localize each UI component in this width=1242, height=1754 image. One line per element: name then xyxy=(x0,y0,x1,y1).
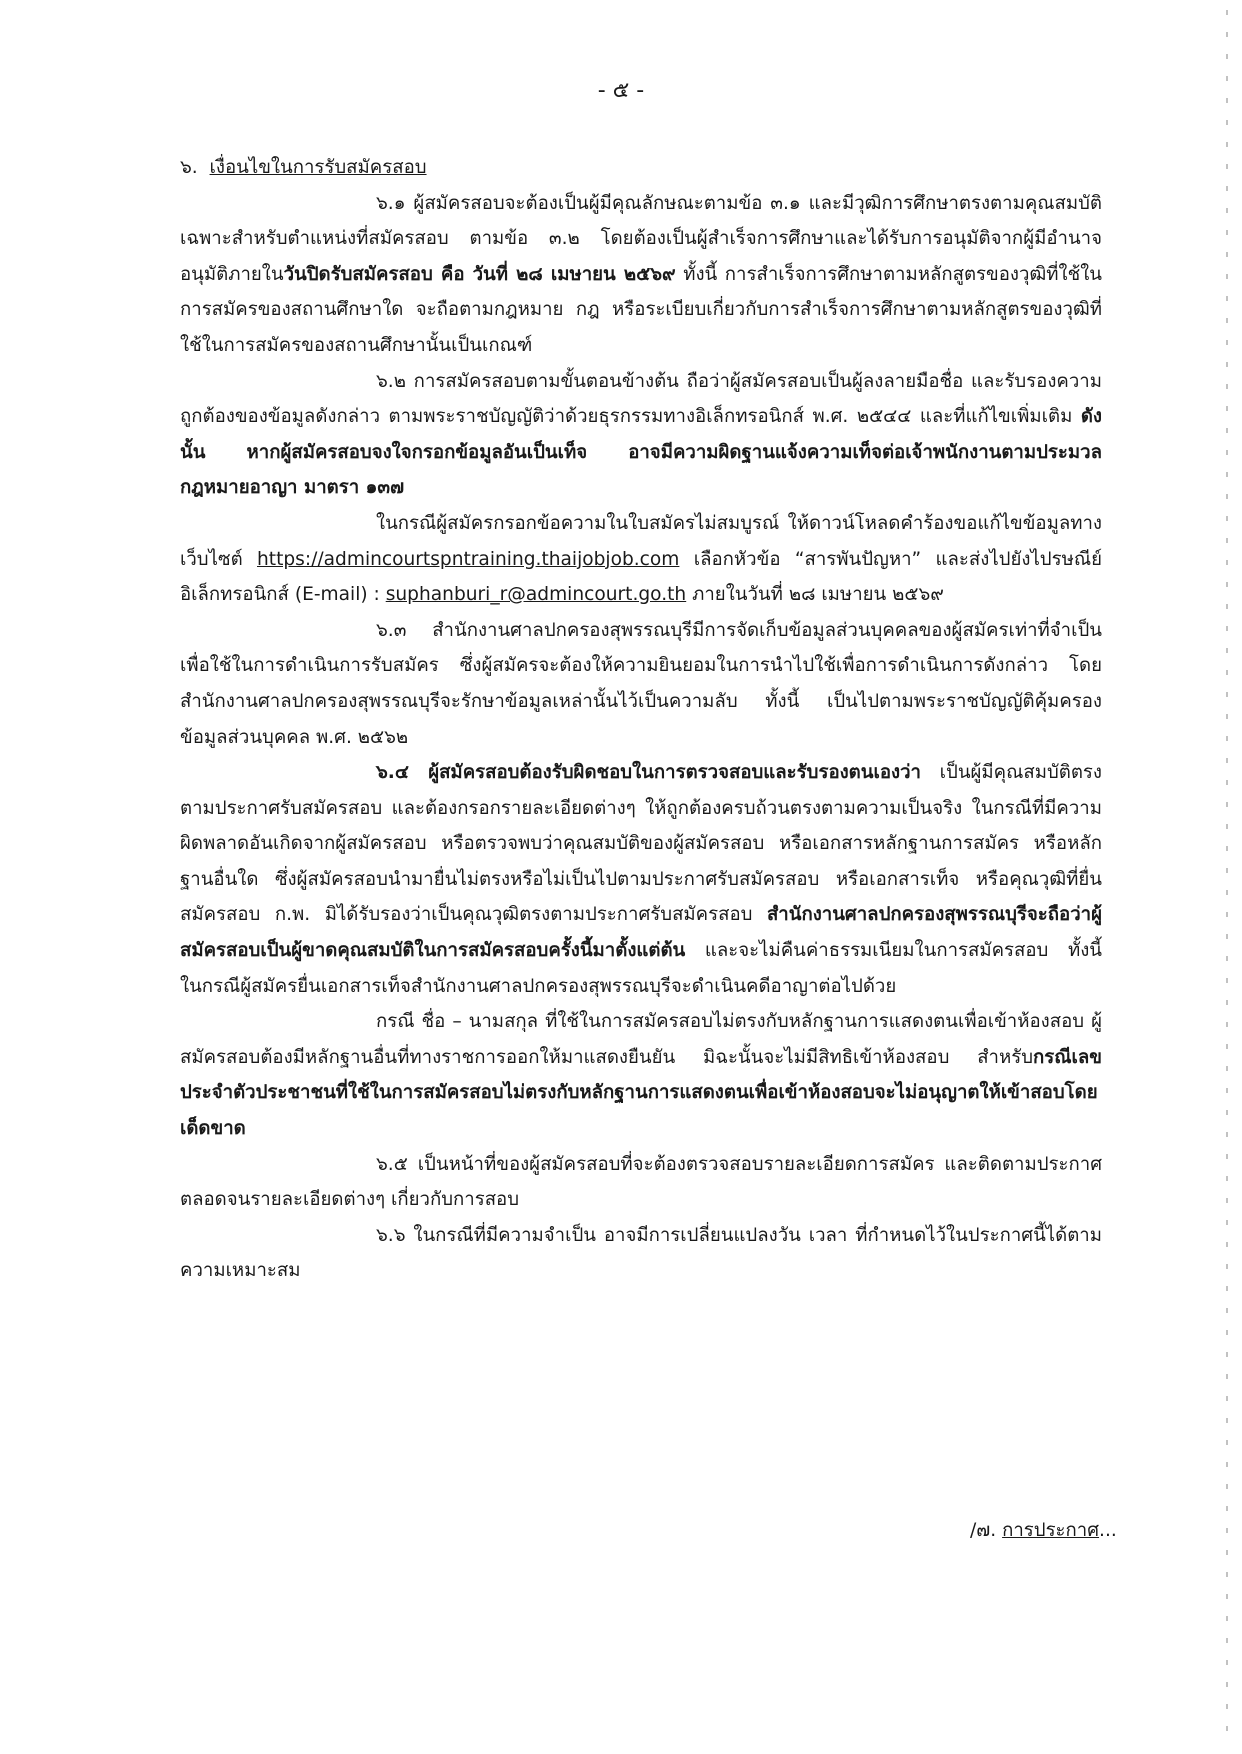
clause-6-2-note xyxy=(180,506,1102,613)
next-prefix: /๗. xyxy=(970,1520,1003,1541)
page-number: - ๕ - xyxy=(597,78,645,103)
scan-edge-marks xyxy=(1226,10,1228,1744)
document-body xyxy=(180,150,1102,1289)
clause-6-1 xyxy=(180,186,1102,364)
next-section-title: การประกาศ xyxy=(1002,1520,1100,1541)
clause-6-2-note-text-a: ในกรณีผู้สมัครกรอกข้อความในใบสมัครไม่สมบูรณ์ ให้ดาวน์โหลดคำร้องขอแก้ไขข้อมูลทางเว็บไซต์ xyxy=(180,512,1102,570)
clause-6-4-note-text-a: กรณี ชื่อ – นามสกุล ที่ใช้ในการสมัครสอบไม่ตรงกับหลักฐานการแสดงตนเพื่อเข้าห้องสอบ ผู้สมัครสอบต้องมีหลักฐานอื่นที่ทางราชการออกให้มาแสดงยืนยัน มิฉะนั้นจะไม่มีสิทธิเข้าห้องสอบ สำหรับ xyxy=(180,1011,1102,1068)
website-link[interactable]: https://admincourtspntraining.thaijobjob.com xyxy=(257,548,680,570)
clause-6-6: ๖.๖ ในกรณีที่มีความจำเป็น อาจมีการเปลี่ยนแปลงวัน เวลา ที่กำหนดไว้ในประกาศนี้ได้ตามความเหมาะสม xyxy=(180,1224,1102,1282)
clause-6-4-text-b: เป็นผู้มีคุณสมบัติตรงตามประกาศรับสมัครสอบ และต้องกรอกรายละเอียดต่างๆ ให้ถูกต้องครบถ้วนตรงตามความเป็นจริง ในกรณีที่มีความผิดพลาดอันเกิดจากผู้สมัครสอบ หรือตรวจพบว่าคุณสมบัติของผู้สมัครสอบ หรือเอกสารหลักฐานการสมัคร หรือหลักฐานอื่นใด ซึ่งผู้สมัครสอบนำมายื่นไม่ตรงหรือไม่เป็นไปตามประกาศรับสมัครสอบ หรือเอกสารเท็จ หรือคุณวุฒิที่ยื่นสมัครสอบ ก.พ. มิได้รับรองว่าเป็นคุณวุฒิตรงตามประกาศรับสมัครสอบ xyxy=(180,762,1102,926)
clause-6-4-text-d: และจะไม่คืนค่าธรรมเนียมในการสมัครสอบ ทั้งนี้ ในกรณีผู้สมัครยื่นเอกสารเท็จสำนักงานศาลปกครองสุพรรณบุรีจะดำเนินคดีอาญาต่อไปด้วย xyxy=(180,940,1102,997)
section-heading xyxy=(180,150,1102,186)
clause-6-5: ๖.๕ เป็นหน้าที่ของผู้สมัครสอบที่จะต้องตรวจสอบรายละเอียดการสมัคร และติดตามประกาศตลอดจนรายละเอียดต่างๆ เกี่ยวกับการสอบ xyxy=(180,1153,1102,1211)
clause-6-2-note-text-b: เลือกหัวข้อ “สารพันปัญหา” และส่งไปยังไปรษณีย์อิเล็กทรอนิกส์ (E-mail) : xyxy=(180,548,1102,606)
clause-6-4 xyxy=(180,755,1102,1004)
clause-6-1-text-c: ทั้งนี้ การสำเร็จการศึกษาตามหลักสูตรของวุฒิที่ใช้ในการสมัครของสถานศึกษาใด จะถือตามกฎหมาย กฎ หรือระเบียบเกี่ยวกับการสำเร็จการศึกษาตามหลักสูตรของวุฒิที่ใช้ในการสมัครของสถานศึกษานั้นเป็นเกณฑ์ xyxy=(180,263,1102,356)
clause-6-2-note-text-c: ภายในวันที่ ๒๘ เมษายน ๒๕๖๙ xyxy=(686,584,944,606)
email-link[interactable]: suphanburi_r@admincourt.go.th xyxy=(385,584,687,606)
clause-6-4-note xyxy=(180,1004,1102,1146)
section-title: เงื่อนไขในการรับสมัครสอบ xyxy=(209,157,427,178)
clause-6-4-note-rule: กรณีเลขประจำตัวประชาชนที่ใช้ในการสมัครสอบไม่ตรงกับหลักฐานการแสดงตนเพื่อเข้าห้องสอบจะไม่อนุญาตให้เข้าสอบโดยเด็ดขาด xyxy=(180,1046,1102,1140)
clause-6-2-warning: ดังนั้น หากผู้สมัครสอบจงใจกรอกข้อมูลอันเป็นเท็จ อาจมีความผิดฐานแจ้งความเท็จต่อเจ้าพนักงานตามประมวลกฎหมายอาญา มาตรา ๑๓๗ xyxy=(180,406,1102,499)
next-page-indicator xyxy=(970,1516,1117,1545)
section-number: ๖. xyxy=(180,157,198,178)
clause-6-2 xyxy=(180,364,1102,506)
next-suffix: ... xyxy=(1099,1520,1117,1541)
clause-6-4-consequence: สำนักงานศาลปกครองสุพรรณบุรีจะถือว่าผู้สมัครสอบเป็นผู้ขาดคุณสมบัติในการสมัครสอบครั้งนี้มาตั้งแต่ต้น xyxy=(180,904,1102,962)
clause-6-4-lead: ๖.๔ ผู้สมัครสอบต้องรับผิดชอบในการตรวจสอบและรับรองตนเองว่า xyxy=(376,762,921,784)
clause-6-2-text-a: ๖.๒ การสมัครสอบตามขั้นตอนข้างต้น ถือว่าผู้สมัครสอบเป็นผู้ลงลายมือชื่อ และรับรองความถูกต้องของข้อมูลดังกล่าว ตามพระราชบัญญัติว่าด้วยธุรกรรมทางอิเล็กทรอนิกส์ พ.ศ. ๒๕๔๔ และที่แก้ไขเพิ่มเติม xyxy=(180,370,1102,428)
clause-6-1-text-a: ๖.๑ ผู้สมัครสอบจะต้องเป็นผู้มีคุณลักษณะตามข้อ ๓.๑ และมีวุฒิการศึกษาตรงตามคุณสมบัติเฉพาะสำหรับตำแหน่งที่สมัครสอบ ตามข้อ ๓.๒ โดยต้องเป็นผู้สำเร็จการศึกษาและได้รับการอนุมัติจากผู้มีอำนาจอนุมัติภายใน xyxy=(180,192,1102,285)
clause-6-3: ๖.๓ สำนักงานศาลปกครองสุพรรณบุรีมีการจัดเก็บข้อมูลส่วนบุคคลของผู้สมัครเท่าที่จำเป็นเพื่อใช้ในการดำเนินการรับสมัคร ซึ่งผู้สมัครจะต้องให้ความยินยอมในการนำไปใช้เพื่อการดำเนินการดังกล่าว โดยสำนักงานศาลปกครองสุพรรณบุรีจะรักษาข้อมูลเหล่านั้นไว้เป็นความลับ ทั้งนี้ เป็นไปตามพระราชบัญญัติคุ้มครองข้อมูลส่วนบุคคล พ.ศ. ๒๕๖๒ xyxy=(180,619,1102,748)
clause-6-1-deadline: วันปิดรับสมัครสอบ คือ วันที่ ๒๘ เมษายน ๒๕๖๙ xyxy=(283,263,676,285)
